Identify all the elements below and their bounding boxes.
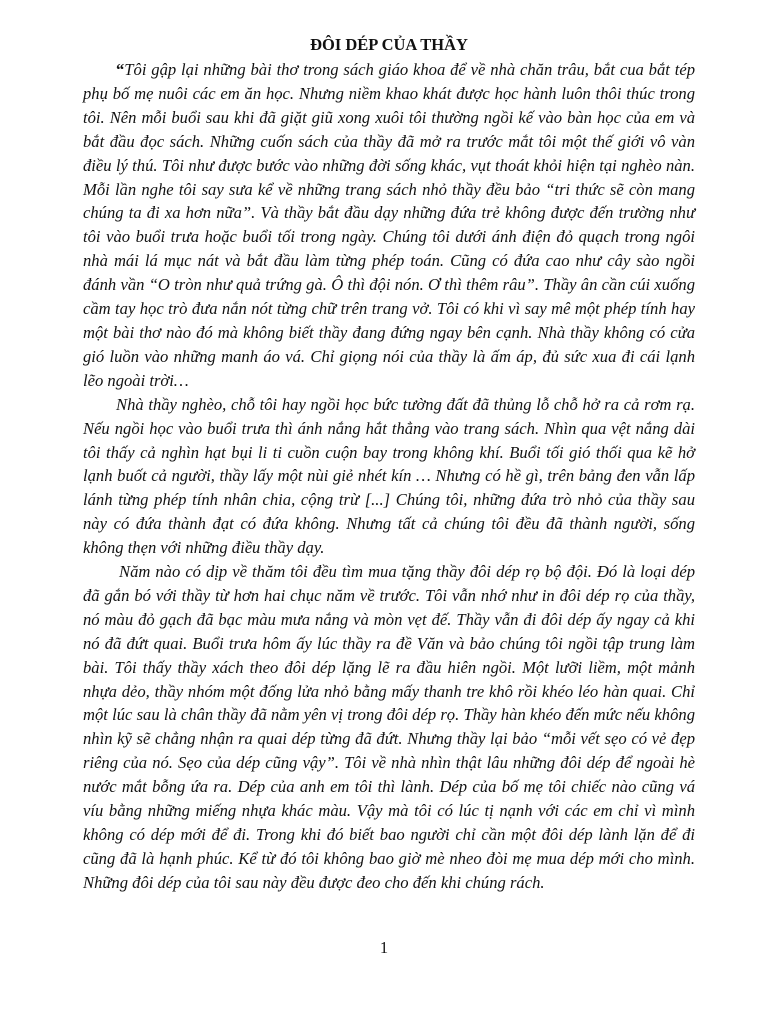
paragraph-1 <box>83 58 695 393</box>
document-title: ĐÔI DÉP CỦA THẦY <box>310 35 468 54</box>
paragraph-3: Năm nào có dịp về thăm tôi đều tìm mua tặng thầy đôi dép rọ bộ đội. Đó là loại dép đã gắn bó với thầy từ hơn hai chục năm về trước. Tôi vẫn nhớ như in đôi dép rọ của thầy, nó màu đỏ gạch đã bạc màu mưa nắng và mòn vẹt đế. Thầy vẫn đi đôi dép ấy ngay cả khi nó đã đứt quai. Buổi trưa hôm ấy lúc thầy ra đề Văn và bảo chúng tôi ngồi tập trung làm bài. Tôi thấy thầy xách theo đôi dép lặng lẽ ra đầu hiên ngồi. Một lưỡi liềm, một mảnh nhựa dẻo, thầy nhóm một đống lửa nhỏ bằng mấy thanh tre khô rồi khéo léo hàn quai. Chỉ một lúc sau là chân thầy đã nằm yên vị trong đôi dép rọ. Thầy hàn khéo đến mức nếu không nhìn kỹ sẽ chẳng nhận ra quai dép từng đã đứt. Nhưng thầy lại bảo “mỗi vết sẹo có vẻ đẹp riêng của nó. Sẹo của dép cũng vậy”. Tôi về nhà nhìn thật lâu những đôi dép để ngoài hè nước mắt bỗng ứa ra. Dép của anh em tôi thì lành. Dép của bố mẹ tôi chiếc nào cũng vá víu bằng những miếng nhựa khác màu. Vậy mà tôi có lúc tị nạnh với các em chỉ vì mình không có dép mới để đi. Trong khi đó biết bao người chỉ cần một đôi dép lành lặn để đi cũng đã là hạnh phúc. Kể từ đó tôi không bao giờ mè nheo đòi mẹ mua dép mới cho mình. Những đôi dép của tôi sau này đều được đeo cho đến khi chúng rách. <box>83 562 695 892</box>
paragraph-2: Nhà thầy nghèo, chỗ tôi hay ngồi học bức tường đất đã thủng lỗ chỗ hở ra cả rơm rạ. Nếu ngồi học vào buổi trưa thì ánh nắng hắt thẳng vào trang sách. Nhìn qua vệt nắng dài tôi thấy cả nghìn hạt bụi li ti cuồn cuộn bay trong không khí. Buổi tối gió thối qua kẽ hở lạnh buốt cả người, thầy lấy một nùi giẻ nhét kín … Nhưng có hề gì, trên bảng đen vẫn lấp lánh từng phép tính nhân chia, cộng trừ [...] Chúng tôi, những đứa trò nhỏ của thầy sau này có đứa thành đạt có đứa không. Nhưng tất cả chúng tôi đều đã thành người, sống không thẹn với những điều thầy dạy. <box>83 394 695 558</box>
paragraph-1-text: Tôi gập lại những bài thơ trong sách giáo khoa để về nhà chăn trâu, bắt cua bắt tép phụ bố mẹ nuôi các em ăn học. Nhưng niềm khao khát được học hành luôn thôi thúc trong tôi. Nên mỗi buổi sau khi đã giặt giũ xong xuôi tôi thường ngồi kế vào bàn học của em và bắt đầu đọc sách. Những cuốn sách của thầy đã mở ra trước mắt tôi một thế giới vô vàn điều lý thú. Tôi như được bước vào những đời sống khác, vụt thoát khỏi hiện tại nghèo nàn. Mỗi lần nghe tôi say sưa kể về những trang sách nhỏ thầy đều bảo “tri thức sẽ còn mang chúng ta đi xa hơn nữa”. Và thầy bắt đầu dạy những đứa trẻ không được đến trường như tôi vào buổi trưa hoặc buổi tối trong ngày. Chúng tôi dưới ánh điện đỏ quạch trong ngôi nhà mái lá mục nát và bắt đầu làm từng phép toán. Cũng có đứa cao như cây sào ngồi đánh vần “O tròn như quả trứng gà. Ô thì đội nón. Ơ thì thêm râu”. Thầy ân cần cúi xuống cầm tay học trò đưa nắn nót từng chữ trên trang vở. Tôi có khi vì say mê một phép tính hay một bài thơ nào đó mà không biết thầy đang đứng ngay bên cạnh. Nhà thầy không có cửa gió luồn vào những manh áo vá. Chỉ giọng nói của thầy là ấm áp, đủ sức xua đi cái lạnh lẽo ngoài trời… <box>83 60 695 390</box>
page-number: 1 <box>379 938 389 957</box>
opening-quote-mark: “ <box>116 60 125 79</box>
